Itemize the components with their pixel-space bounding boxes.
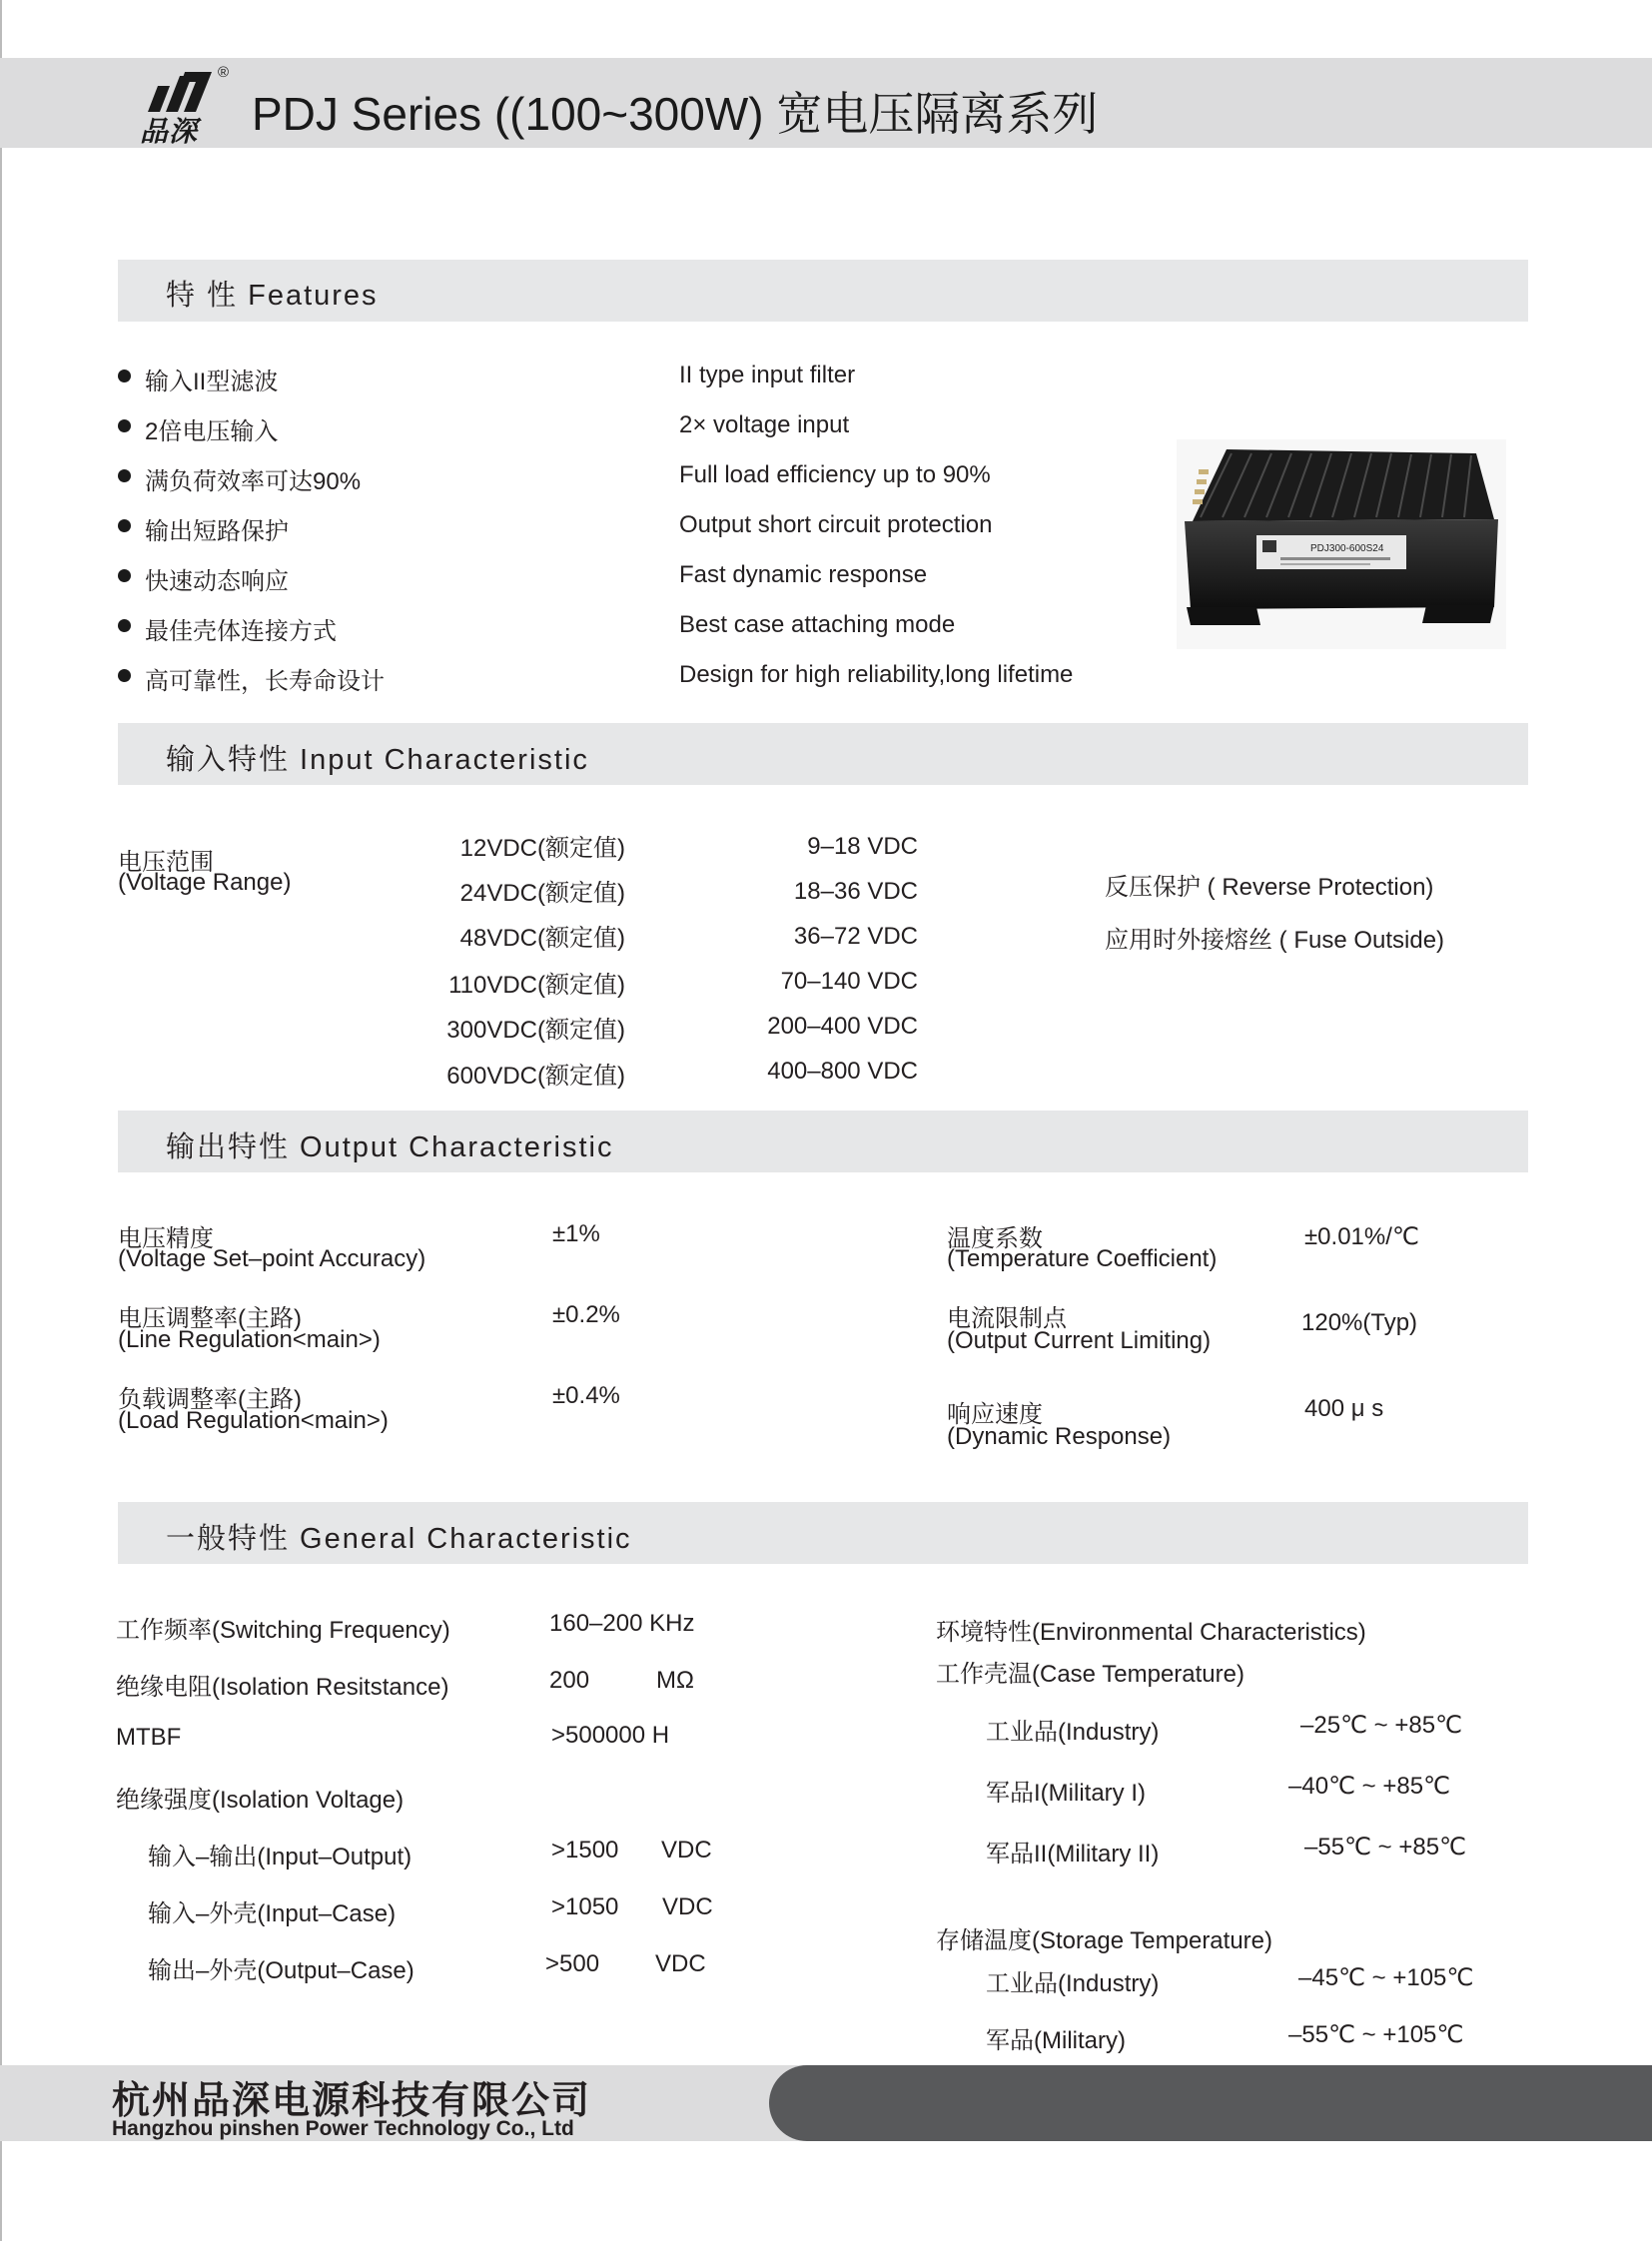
input-range: 36–72 VDC: [793, 923, 918, 950]
isolation-voltage-label: 绝缘强度(Isolation Voltage): [116, 1787, 405, 1814]
input-range: 200–400 VDC: [767, 1013, 918, 1040]
input-range: 70–140 VDC: [780, 968, 918, 995]
company-name-en: Hangzhou pinshen Power Technology Co., Ltd: [112, 2117, 574, 2140]
input-nominal: 48VDC(额定值): [459, 925, 625, 952]
bullet-icon: [118, 469, 131, 482]
isolation-row-label: 输入–输出(Input–Output): [148, 1844, 413, 1870]
storage-temp-row-value: –45℃ ~ +105℃: [1298, 1964, 1474, 1991]
output-param-cn: 负载调整率(主路): [118, 1386, 302, 1413]
switching-frequency-label: 工作频率(Switching Frequency): [116, 1617, 450, 1644]
voltage-range-label-cn: 电压范围: [118, 849, 214, 876]
input-nominal: 24VDC(额定值): [459, 880, 625, 907]
isolation-row-value: >1050: [551, 1893, 619, 1920]
case-temp-row-label: 工业品(Industry): [986, 1719, 1160, 1746]
output-param-value: ±1%: [552, 1220, 600, 1247]
product-photo: [1177, 439, 1506, 649]
output-param-value: 120%(Typ): [1301, 1309, 1418, 1336]
feature-cn: 2倍电压输入: [145, 418, 279, 445]
output-param-en: (Output Current Limiting): [947, 1327, 1212, 1354]
storage-temperature-label: 存储温度(Storage Temperature): [936, 1927, 1273, 1954]
input-nominal: 110VDC(额定值): [448, 972, 625, 999]
case-temp-row-label: 军品II(Military II): [986, 1841, 1160, 1868]
isolation-resistance-value: 200: [549, 1667, 590, 1694]
bullet-icon: [118, 619, 131, 632]
input-range: 400–800 VDC: [767, 1058, 918, 1085]
output-param-value: ±0.4%: [552, 1382, 620, 1409]
output-param-en: (Line Regulation<main>): [118, 1326, 381, 1353]
isolation-row-unit: VDC: [661, 1837, 712, 1864]
page-title: PDJ Series ((100~300W) 宽电压隔离系列: [252, 88, 1099, 140]
isolation-row-label: 输入–外壳(Input–Case): [148, 1900, 397, 1927]
output-param-en: (Temperature Coefficient): [947, 1245, 1218, 1272]
output-param-value: 400 μ s: [1304, 1395, 1384, 1422]
feature-en: Design for high reliability,long lifetime: [679, 661, 1074, 688]
mtbf-value: >500000 H: [551, 1722, 670, 1749]
product-label: PDJ300-600S24: [1310, 543, 1384, 554]
output-param-cn: 电流限制点: [947, 1305, 1067, 1332]
input-nominal: 12VDC(额定值): [459, 835, 625, 862]
feature-cn: 输出短路保护: [145, 518, 289, 545]
voltage-range-label-en: (Voltage Range): [118, 869, 292, 896]
feature-cn: 满负荷效率可达90%: [145, 468, 362, 495]
isolation-row-value: >500: [545, 1950, 600, 1977]
bullet-icon: [118, 519, 131, 532]
output-param-cn: 电压调整率(主路): [118, 1305, 302, 1332]
isolation-row-unit: VDC: [662, 1893, 713, 1920]
reverse-protection-note: 反压保护 ( Reverse Protection): [1105, 874, 1434, 901]
case-temp-row-value: –55℃ ~ +85℃: [1304, 1834, 1467, 1861]
isolation-resistance-unit: MΩ: [656, 1667, 694, 1694]
case-temp-row-value: –25℃ ~ +85℃: [1300, 1712, 1463, 1739]
output-param-cn: 响应速度: [947, 1401, 1043, 1428]
output-param-value: ±0.2%: [552, 1301, 620, 1328]
feature-en: 2× voltage input: [679, 411, 850, 438]
input-nominal: 300VDC(额定值): [446, 1017, 625, 1044]
storage-temp-row-label: 工业品(Industry): [986, 1970, 1160, 1997]
feature-en: Best case attaching mode: [679, 611, 956, 638]
switching-frequency-value: 160–200 KHz: [549, 1610, 695, 1637]
bullet-icon: [118, 569, 131, 582]
bullet-icon: [118, 370, 131, 382]
feature-cn: 输入II型滤波: [145, 369, 279, 395]
feature-cn: 高可靠性，长寿命设计: [145, 668, 385, 695]
features-title: 特 性 Features: [166, 280, 379, 312]
output-param-en: (Voltage Set–point Accuracy): [118, 1245, 426, 1272]
feature-cn: 快速动态响应: [145, 568, 289, 595]
output-title: 输出特性 Output Characteristic: [166, 1131, 614, 1163]
fuse-outside-note: 应用时外接熔丝 ( Fuse Outside): [1105, 927, 1445, 954]
input-range: 18–36 VDC: [793, 878, 918, 905]
bullet-icon: [118, 419, 131, 432]
input-title: 输入特性 Input Characteristic: [166, 744, 589, 776]
bullet-icon: [118, 669, 131, 682]
registered-mark: ®: [218, 64, 230, 81]
case-temp-row-label: 军品I(Military I): [986, 1780, 1146, 1807]
page-edge-rule: [0, 0, 2, 2241]
storage-temp-row-label: 军品(Military): [986, 2027, 1126, 2054]
case-temperature-label: 工作壳温(Case Temperature): [936, 1661, 1244, 1688]
isolation-row-value: >1500: [551, 1837, 619, 1864]
feature-en: II type input filter: [679, 362, 856, 388]
input-nominal: 600VDC(额定值): [446, 1063, 625, 1090]
input-range: 9–18 VDC: [807, 833, 918, 860]
output-param-value: ±0.01%/℃: [1304, 1223, 1419, 1250]
output-param-cn: 温度系数: [947, 1225, 1043, 1252]
feature-en: Full load efficiency up to 90%: [679, 461, 991, 488]
feature-en: Fast dynamic response: [679, 561, 928, 588]
feature-en: Output short circuit protection: [679, 511, 993, 538]
isolation-row-unit: VDC: [655, 1950, 706, 1977]
environmental-label: 环境特性(Environmental Characteristics): [936, 1619, 1366, 1646]
output-param-en: (Dynamic Response): [947, 1423, 1172, 1450]
general-title: 一般特性 General Characteristic: [166, 1523, 632, 1555]
output-param-cn: 电压精度: [118, 1225, 214, 1252]
mtbf-label: MTBF: [116, 1724, 182, 1751]
output-param-en: (Load Regulation<main>): [118, 1407, 389, 1434]
isolation-resistance-label: 绝缘电阻(Isolation Resitstance): [116, 1674, 449, 1701]
feature-cn: 最佳壳体连接方式: [145, 618, 337, 645]
footer-dark-band: [769, 2065, 1652, 2141]
storage-temp-row-value: –55℃ ~ +105℃: [1288, 2021, 1464, 2048]
company-name-cn: 杭州品深电源科技有限公司: [112, 2080, 592, 2122]
isolation-row-label: 输出–外壳(Output–Case): [148, 1957, 414, 1984]
logo-text: 品深: [140, 116, 199, 147]
case-temp-row-value: –40℃ ~ +85℃: [1288, 1773, 1451, 1800]
